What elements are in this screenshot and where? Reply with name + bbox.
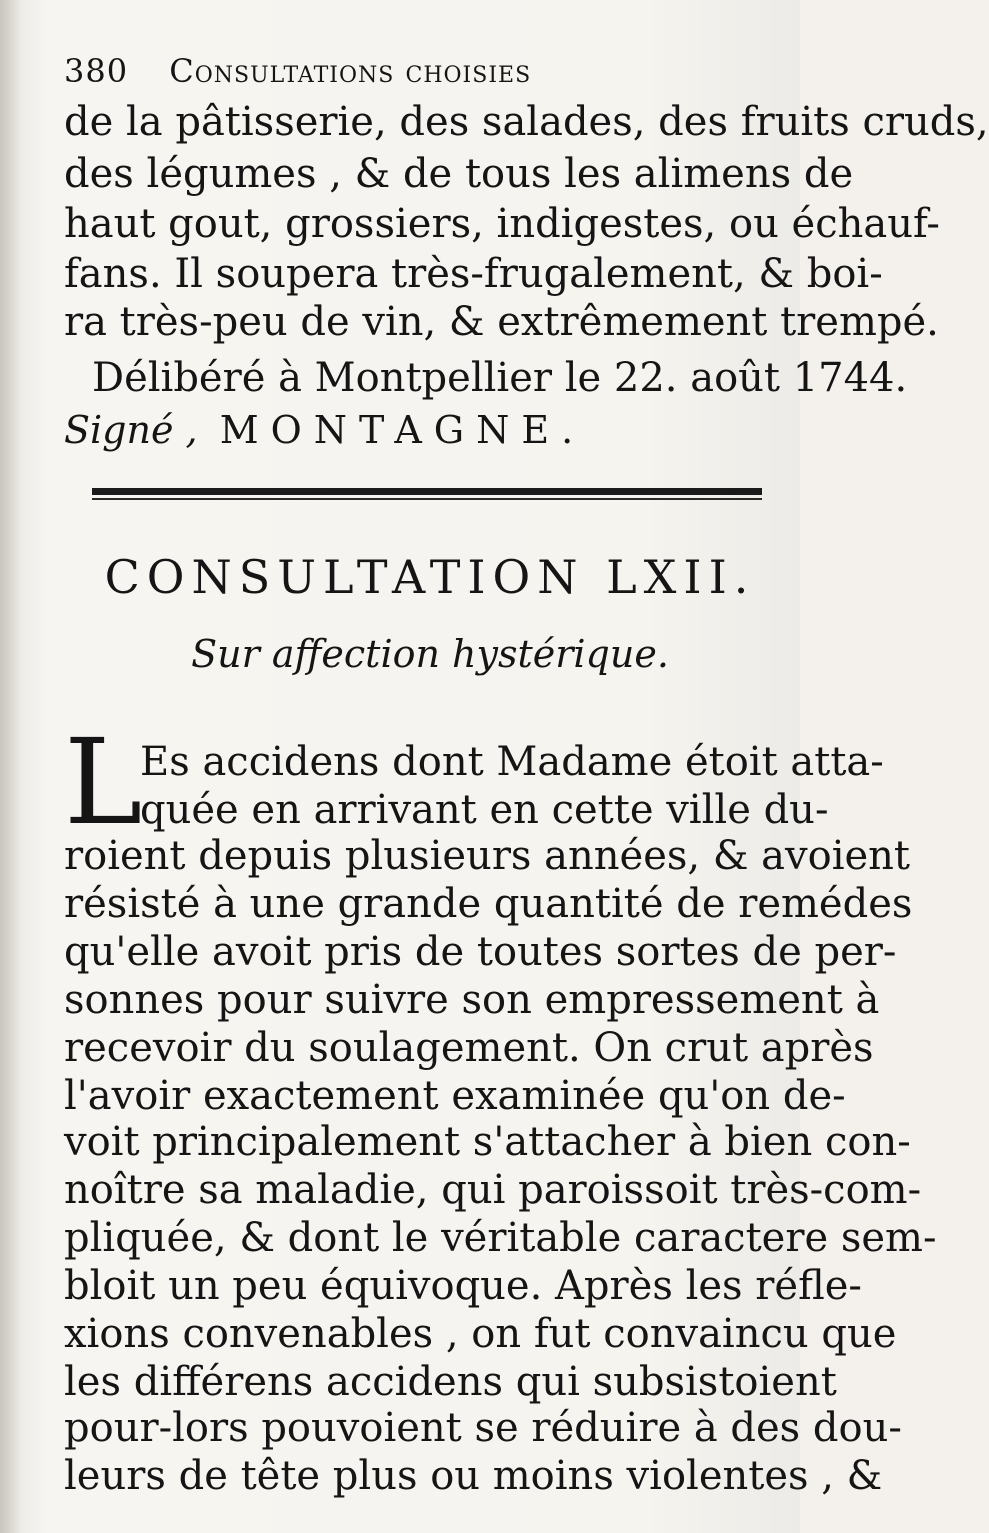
signature-label: Signé ,: [64, 408, 198, 452]
text-line: des légumes , & de tous les alimens de: [64, 151, 854, 197]
body-line: bloit un peu équivoque. Après les réfle-: [64, 1263, 862, 1309]
body-line: pliquée, & dont le véritable caractere sem-: [64, 1215, 937, 1261]
text-line: ra très-peu de vin, & extrêmement trempé.: [64, 299, 939, 345]
page-number: 380: [64, 52, 129, 90]
body-line: voit principalement s'attacher à bien con-: [64, 1119, 911, 1165]
body-line: leurs de tête plus ou moins violentes , &: [64, 1453, 883, 1499]
page-gutter-shadow: [0, 0, 22, 1533]
body-line: quée en arrivant en cette ville du-: [140, 787, 829, 833]
body-line: roient depuis plusieurs années, & avoient: [64, 833, 910, 879]
body-line: qu'elle avoit pris de toutes sortes de per-: [64, 929, 897, 975]
drop-cap: L: [64, 713, 143, 851]
body-line: les différens accidens qui subsistoient: [64, 1359, 837, 1405]
body-line: l'avoir exactement examinée qu'on de-: [64, 1073, 846, 1119]
signature-name: MONTAGNE.: [219, 408, 586, 452]
body-line: sonnes pour suivre son empressement à: [64, 977, 880, 1023]
signature: [64, 404, 664, 456]
deliberation-date: Délibéré à Montpellier le 22. août 1744.: [92, 355, 908, 401]
text-line: de la pâtisserie, des salades, des fruits cruds,: [64, 99, 989, 145]
body-line: résisté à une grande quantité de remédes: [64, 881, 913, 927]
divider-thick-line: [92, 488, 762, 495]
divider-thin-line: [92, 498, 762, 500]
section-divider: [92, 488, 762, 502]
body-line: Es accidens dont Madame étoit atta-: [140, 739, 884, 785]
running-head: [64, 52, 764, 96]
running-title: Consultations choisies: [169, 52, 532, 90]
body-line: noître sa maladie, qui paroissoit très-com-: [64, 1167, 922, 1213]
section-title: CONSULTATION LXII.: [104, 550, 756, 604]
body-line: xions convenables , on fut convaincu que: [64, 1311, 897, 1357]
section-subtitle: Sur affection hystérique.: [191, 632, 669, 676]
body-line: recevoir du soulagement. On crut après: [64, 1025, 874, 1071]
body-line: pour-lors pouvoient se réduire à des dou-: [64, 1405, 902, 1451]
text-line: fans. Il soupera très-frugalement, & boi-: [64, 251, 883, 297]
text-line: haut gout, grossiers, indigestes, ou échauf-: [64, 201, 940, 247]
